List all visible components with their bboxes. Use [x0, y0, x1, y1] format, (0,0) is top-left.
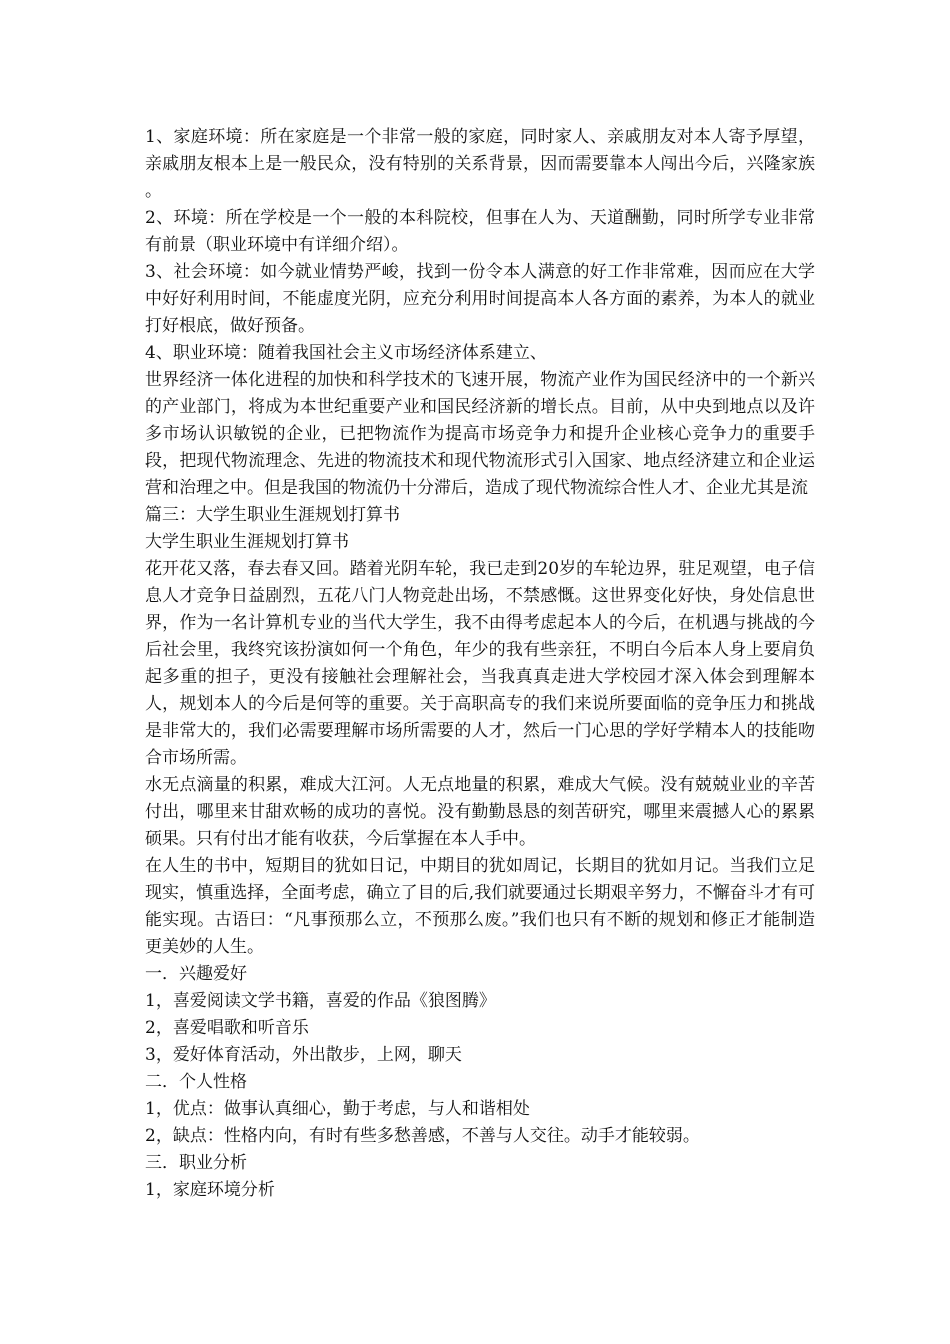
paragraph-career-environment: 4、职业环境：随着我国社会主义市场经济体系建立、 [145, 343, 547, 363]
list-item-interest-1: 1，喜爱阅读文学书籍，喜爱的作品《狼图腾》 [145, 991, 496, 1011]
list-item-weaknesses: 2，缺点：性格内向，有时有些多愁善感，不善与人交往。动手才能较弱。 [145, 1126, 700, 1146]
paragraph-logistics-industry: 世界经济一体化进程的加快和科学技术的飞速开展，物流产业作为国民经济中的一个新兴的产业部门，将成为本世纪重要产业和国民经济新的增长点。目前，从中央到地点以及许多市场认识敏锐的企业，已把物流作为提高市场竞争力和提升企业核心竞争力的重要手段，把现代物流理念、先进的物流技术和现代物流形式引入国家、地点经济建立和企业运营和治理之中。但是我国的物流仍十分滞后，造成了现代物流综合性人才、企业尤其是流 [145, 370, 815, 498]
list-item-interest-3: 3，爱好体育活动，外出散步，上网，聊天 [145, 1045, 462, 1065]
paragraph-accumulation: 水无点滴量的积累，难成大江河。人无点地量的积累，难成大气候。没有兢兢业业的辛苦付出，哪里来甘甜欢畅的成功的喜悦。没有勤勤恳恳的刻苦研究，哪里来震撼人心的累累硕果。只有付出才能有收获，今后掌握在本人手中。 [145, 775, 815, 849]
section-heading-part-three: 篇三：大学生职业生涯规划打算书 [145, 505, 400, 525]
paragraph-goals: 在人生的书中，短期目的犹如日记，中期目的犹如周记，长期目的犹如月记。当我们立足现实，慎重选择，全面考虑，确立了目的后,我们就要通过长期艰辛努力，不懈奋斗才有可能实现。古语曰：“凡事预那么立，不预那么废。”我们也只有不断的规划和修正才能制造更美妙的人生。 [145, 856, 815, 957]
paragraph-school-environment: 2、环境：所在学校是一个一般的本科院校，但事在人为、天道酬勤，同时所学专业非常有前景（职业环境中有详细介绍）。 [145, 208, 815, 255]
list-item-family-analysis: 1，家庭环境分析 [145, 1180, 275, 1200]
heading-interests: 一．兴趣爱好 [145, 964, 247, 984]
document-title: 大学生职业生涯规划打算书 [145, 532, 349, 552]
paragraph-social-environment: 3、社会环境：如今就业情势严峻，找到一份令本人满意的好工作非常难，因而应在大学中好好利用时间，不能虚度光阴，应充分利用时间提高本人各方面的素养，为本人的就业打好根底，做好预备。 [145, 262, 815, 336]
heading-career-analysis: 三．职业分析 [145, 1153, 247, 1173]
heading-personality: 二．个人性格 [145, 1072, 247, 1092]
paragraph-introduction: 花开花又落，春去春又回。踏着光阴车轮，我已走到20岁的车轮边界，驻足观望，电子信息人才竞争日益剧烈，五花八门人物竞赴出场，不禁感慨。这世界变化好快，身处信息世界，作为一名计算机专业的当代大学生，我不由得考虑起本人的今后，在机遇与挑战的今后社会里，我终究该扮演如何一个角色，年少的我有些亲狂，不明白今后本人身上要肩负起多重的担子，更没有接触社会理解社会，当我真真走进大学校园才深入体会到理解本人，规划本人的今后是何等的重要。关于高职高专的我们来说所要面临的竞争压力和挑战是非常大的，我们必需要理解市场所需要的人才，然后一门心思的学好学精本人的技能吻合市场所需。 [145, 559, 815, 768]
list-item-interest-2: 2，喜爱唱歌和听音乐 [145, 1018, 309, 1038]
paragraph-family-environment: 1、家庭环境：所在家庭是一个非常一般的家庭，同时家人、亲戚朋友对本人寄予厚望，亲戚朋友根本上是一般民众，没有特别的关系背景，因而需要靠本人闯出今后，兴隆家族 。 [145, 127, 815, 201]
list-item-strengths: 1，优点：做事认真细心，勤于考虑，与人和谐相处 [145, 1099, 530, 1119]
document-body [145, 124, 815, 1204]
